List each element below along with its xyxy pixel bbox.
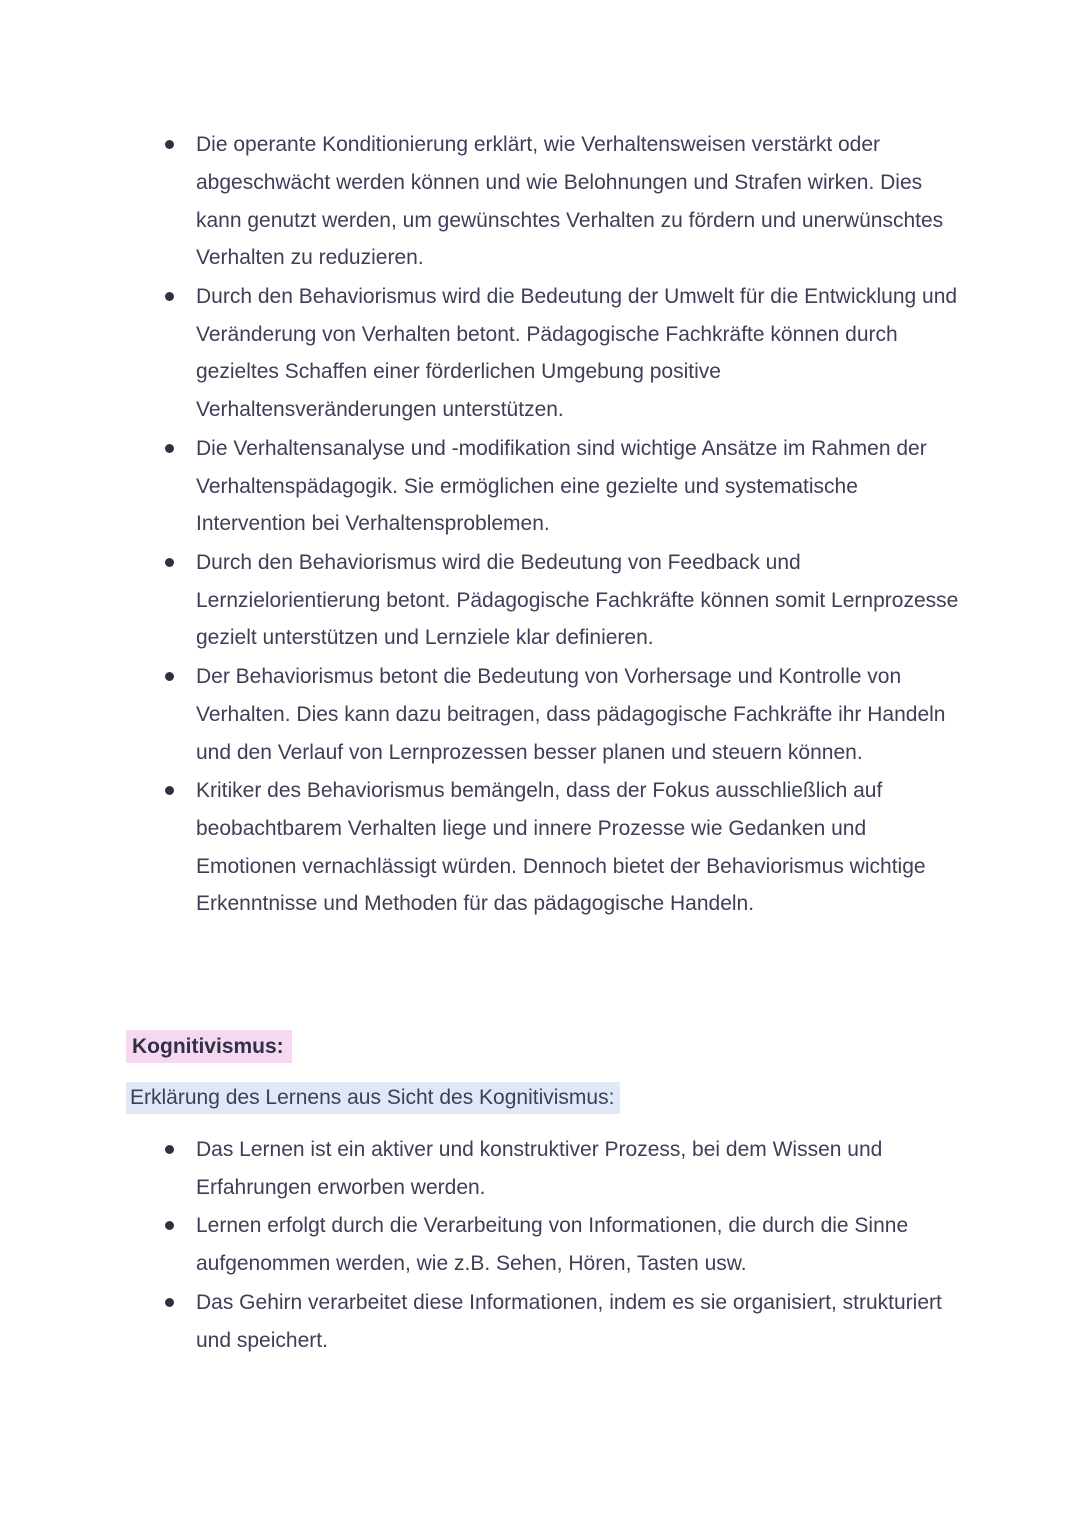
list-item-text: Die Verhaltensanalyse und -modifikation sind wichtige Ansätze im Rahmen der Verhaltenspädagogik. Sie ermöglichen eine gezielte und systematische Intervention bei Verhaltensproblemen. bbox=[196, 436, 927, 536]
list-item bbox=[0, 772, 1080, 923]
list-item-text: Lernen erfolgt durch die Verarbeitung von Informationen, die durch die Sinne aufgenommen werden, wie z.B. Sehen, Hören, Tasten usw. bbox=[196, 1214, 909, 1276]
bullet-icon bbox=[165, 672, 174, 681]
bullet-icon bbox=[165, 1298, 174, 1307]
list-item bbox=[0, 544, 1080, 657]
list-item-text: Das Lernen ist ein aktiver und konstruktiver Prozess, bei dem Wissen und Erfahrungen erworben werden. bbox=[196, 1138, 883, 1199]
bullet-icon bbox=[165, 786, 174, 795]
list-item bbox=[0, 278, 1080, 429]
list-item bbox=[0, 1207, 1080, 1283]
list-item-text: Das Gehirn verarbeitet diese Informationen, indem es sie organisiert, strukturiert und speichert. bbox=[196, 1290, 942, 1352]
list-item bbox=[0, 658, 1080, 771]
behaviorism-bullet-list bbox=[0, 126, 1080, 924]
list-item-text: Die operante Konditionierung erklärt, wie Verhaltensweisen verstärkt oder abgeschwächt werden können und wie Belohnungen und Strafen wirken. Dies kann genutzt werden, um gewünschtes Verhalten zu fördern und unerwünschtes Verhalten zu reduzieren. bbox=[196, 133, 944, 270]
list-item-text: Durch den Behaviorismus wird die Bedeutung von Feedback und Lernzielorientierung betont. Pädagogische Fachkräfte können somit Lernprozesse gezielt unterstützen und Lernziele klar definieren. bbox=[196, 550, 959, 650]
bullet-icon bbox=[165, 1145, 174, 1154]
list-item-text: Durch den Behaviorismus wird die Bedeutung der Umwelt für die Entwicklung und Veränderung von Verhalten betont. Pädagogische Fachkräfte können durch gezieltes Schaffen einer förderlichen Umgebung positive Verhaltensveränderungen unterstützen. bbox=[196, 284, 958, 422]
bullet-icon bbox=[165, 1221, 174, 1230]
bullet-icon bbox=[165, 444, 174, 453]
list-item bbox=[0, 430, 1080, 543]
list-item-text: Kritiker des Behaviorismus bemängeln, dass der Fokus ausschließlich auf beobachtbarem Verhalten liege und innere Prozesse wie Gedanken und Emotionen vernachlässigt würden. Dennoch bietet der Behaviorismus wichtige Erkenntnisse und Methoden für das pädagogische Handeln. bbox=[196, 778, 926, 916]
bullet-icon bbox=[165, 558, 174, 567]
list-item bbox=[0, 1284, 1080, 1360]
bullet-icon bbox=[165, 292, 174, 301]
section-heading: Kognitivismus: bbox=[126, 1030, 292, 1063]
section-subheading: Erklärung des Lernens aus Sicht des Kognitivismus: bbox=[126, 1082, 620, 1114]
list-item bbox=[0, 1131, 1080, 1207]
cognitivism-bullet-list bbox=[0, 1131, 1080, 1360]
bullet-icon bbox=[165, 140, 174, 149]
list-item bbox=[0, 126, 1080, 277]
list-item-text: Der Behaviorismus betont die Bedeutung von Vorhersage und Kontrolle von Verhalten. Dies kann dazu beitragen, dass pädagogische Fachkräfte ihr Handeln und den Verlauf von Lernprozessen besser planen und steuern können. bbox=[196, 664, 946, 764]
